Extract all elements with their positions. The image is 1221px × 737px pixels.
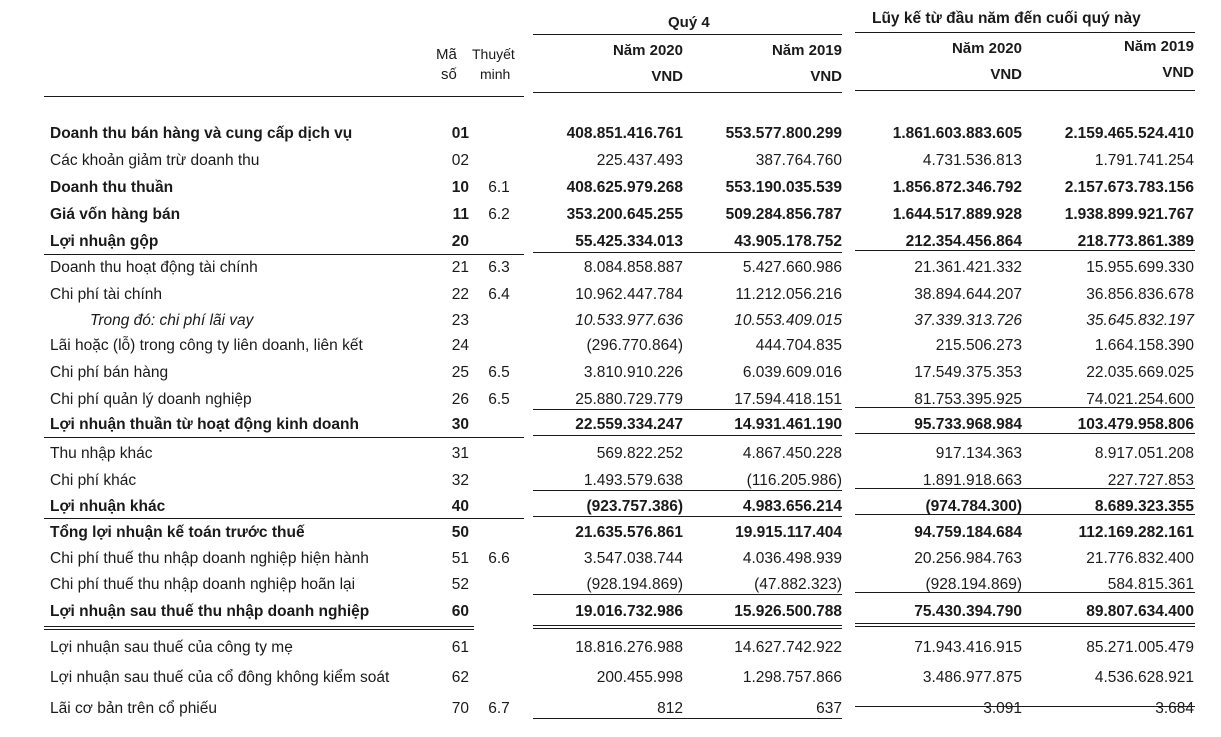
value-ytd-2020: (928.194.869) xyxy=(925,576,1022,593)
row-label: Chi phí quản lý doanh nghiệp xyxy=(50,391,252,408)
value-q4-2019: 444.704.835 xyxy=(755,337,842,354)
row-code: 25 xyxy=(451,364,469,381)
thuyet-minh-header-line2: minh xyxy=(480,66,511,82)
row-label: Giá vốn hàng bán xyxy=(50,206,181,223)
value-ytd-2020: 20.256.984.763 xyxy=(914,550,1022,567)
row-label: Lợi nhuận sau thuế của công ty mẹ xyxy=(50,639,293,656)
rule-before-net-profit-q4 xyxy=(533,594,842,595)
row-label: Chi phí thuế thu nhập doanh nghiệp hiện hành xyxy=(50,550,369,567)
row-note: 6.5 xyxy=(488,391,510,408)
value-ytd-2020: 37.339.313.726 xyxy=(914,312,1022,329)
value-ytd-2019: 85.271.005.479 xyxy=(1086,639,1194,656)
value-ytd-2019: 36.856.836.678 xyxy=(1086,286,1194,303)
value-ytd-2020: 81.753.395.925 xyxy=(914,391,1022,408)
row-code: 51 xyxy=(451,550,469,567)
header-bottom-rule-ytd xyxy=(855,90,1195,91)
rule-before-other-profit-ytd xyxy=(855,488,1195,489)
row-label: Lợi nhuận thuần từ hoạt động kinh doanh xyxy=(50,416,359,433)
table-row xyxy=(0,547,1221,571)
row-code: 20 xyxy=(451,233,469,250)
rule-after-other-profit-ytd xyxy=(855,514,1195,515)
value-ytd-2020: 1.891.918.663 xyxy=(922,472,1022,489)
value-q4-2020: 3.810.910.226 xyxy=(583,364,683,381)
table-row xyxy=(0,256,1221,280)
row-note: 6.4 xyxy=(488,286,510,303)
value-ytd-2020: 917.134.363 xyxy=(935,445,1022,462)
header-bottom-rule-left xyxy=(44,96,524,97)
thuyet-minh-header-line1: Thuyết xyxy=(472,46,515,62)
value-ytd-2019: 35.645.832.197 xyxy=(1086,312,1194,329)
rule-before-other-profit-q4 xyxy=(533,490,842,491)
table-row xyxy=(0,203,1221,227)
row-label: Thu nhập khác xyxy=(50,445,153,462)
row-label: Tổng lợi nhuận kế toán trước thuế xyxy=(50,524,305,541)
value-ytd-2020: 3.486.977.875 xyxy=(922,669,1022,686)
value-q4-2020: 569.822.252 xyxy=(596,445,683,462)
row-code: 02 xyxy=(451,152,469,169)
rule-after-operating-profit-ytd xyxy=(855,433,1195,434)
value-ytd-2019: 22.035.669.025 xyxy=(1086,364,1194,381)
row-code: 50 xyxy=(451,524,469,541)
quarter-group-header: Quý 4 xyxy=(668,14,710,31)
value-q4-2019: 43.905.178.752 xyxy=(734,233,842,250)
row-label: Chi phí khác xyxy=(50,472,137,489)
value-q4-2020: 55.425.334.013 xyxy=(575,233,683,250)
value-ytd-2019: 8.689.323.355 xyxy=(1094,498,1194,515)
value-ytd-2019: 15.955.699.330 xyxy=(1086,259,1194,276)
row-code: 10 xyxy=(451,179,469,196)
row-label: Lợi nhuận gộp xyxy=(50,233,159,250)
double-rule-net-profit-q4-b xyxy=(533,628,842,629)
row-code: 21 xyxy=(451,259,469,276)
row-label: Doanh thu bán hàng và cung cấp dịch vụ xyxy=(50,125,353,142)
value-q4-2019: 509.284.856.787 xyxy=(725,206,842,223)
row-note: 6.2 xyxy=(488,206,510,223)
value-q4-2019: 17.594.418.151 xyxy=(734,391,842,408)
row-label: Lợi nhuận sau thuế thu nhập doanh nghiệp xyxy=(50,603,370,620)
table-row xyxy=(0,309,1221,333)
col-ytd-2020-year: Năm 2020 xyxy=(951,40,1022,57)
value-ytd-2019: 2.159.465.524.410 xyxy=(1064,125,1194,142)
value-ytd-2020: 95.733.968.984 xyxy=(914,416,1022,433)
value-ytd-2019: 74.021.254.600 xyxy=(1086,391,1194,408)
value-q4-2020: 408.851.416.761 xyxy=(566,125,683,142)
rule-after-gross-profit-q4 xyxy=(533,252,842,253)
row-label: Doanh thu hoạt động tài chính xyxy=(50,259,258,276)
row-note: 6.5 xyxy=(488,364,510,381)
table-row xyxy=(0,600,1221,624)
bottom-rule-ytd xyxy=(855,706,1195,707)
row-code: 60 xyxy=(451,603,469,620)
rule-before-operating-profit-q4 xyxy=(533,409,842,410)
table-row xyxy=(0,666,1221,690)
value-ytd-2019: 21.776.832.400 xyxy=(1086,550,1194,567)
row-code: 70 xyxy=(451,700,469,717)
col-q4-2019-year: Năm 2019 xyxy=(771,42,842,59)
double-rule-net-profit-ytd-b xyxy=(855,626,1195,627)
rule-after-other-profit xyxy=(44,518,524,519)
value-ytd-2020: 94.759.184.684 xyxy=(914,524,1022,541)
value-ytd-2020: 1.644.517.889.928 xyxy=(892,206,1022,223)
col-ytd-2019-unit: VND xyxy=(1162,64,1194,81)
table-row xyxy=(0,361,1221,385)
value-ytd-2020: 75.430.394.790 xyxy=(914,603,1022,620)
header-bottom-rule-q4 xyxy=(533,92,842,93)
row-label: Chi phí tài chính xyxy=(50,286,163,303)
double-rule-net-profit-a xyxy=(44,626,474,627)
value-q4-2019: 1.298.757.866 xyxy=(742,669,842,686)
value-q4-2019: 553.190.035.539 xyxy=(725,179,842,196)
double-rule-net-profit-ytd-a xyxy=(855,623,1195,624)
col-q4-2020-year: Năm 2020 xyxy=(612,42,683,59)
row-label: Lợi nhuận khác xyxy=(50,498,166,515)
col-q4-2019-unit: VND xyxy=(810,68,842,85)
row-code: 22 xyxy=(451,286,469,303)
value-q4-2020: 1.493.579.638 xyxy=(583,472,683,489)
value-ytd-2020: 3.091 xyxy=(983,700,1022,717)
value-q4-2020: 225.437.493 xyxy=(596,152,683,169)
rule-after-operating-profit xyxy=(44,437,524,438)
row-label: Chi phí thuế thu nhập doanh nghiệp hoãn lại xyxy=(50,576,356,593)
table-row xyxy=(0,521,1221,545)
row-label: Lãi hoặc (lỗ) trong công ty liên doanh, liên kết xyxy=(50,337,363,354)
value-q4-2019: 6.039.609.016 xyxy=(742,364,842,381)
row-code: 32 xyxy=(451,472,469,489)
row-code: 61 xyxy=(451,639,469,656)
col-q4-2020-unit: VND xyxy=(651,68,683,85)
row-label: Lãi cơ bản trên cổ phiếu xyxy=(50,700,217,717)
value-ytd-2019: 1.791.741.254 xyxy=(1094,152,1194,169)
value-q4-2020: (928.194.869) xyxy=(586,576,683,593)
value-ytd-2019: 4.536.628.921 xyxy=(1094,669,1194,686)
value-q4-2020: 8.084.858.887 xyxy=(583,259,683,276)
value-q4-2020: 812 xyxy=(657,700,683,717)
value-ytd-2020: 71.943.416.915 xyxy=(914,639,1022,656)
value-q4-2019: 637 xyxy=(816,700,842,717)
value-q4-2019: 553.577.800.299 xyxy=(725,125,842,142)
bottom-rule-q4 xyxy=(533,718,842,719)
value-q4-2020: (923.757.386) xyxy=(586,498,683,515)
table-row xyxy=(0,176,1221,200)
rule-after-other-profit-q4 xyxy=(533,516,842,517)
table-row xyxy=(0,283,1221,307)
quarter-group-rule xyxy=(533,34,842,35)
value-ytd-2020: 21.361.421.332 xyxy=(914,259,1022,276)
value-ytd-2020: 215.506.273 xyxy=(935,337,1022,354)
value-ytd-2020: (974.784.300) xyxy=(925,498,1022,515)
col-ytd-2020-unit: VND xyxy=(990,66,1022,83)
row-code: 30 xyxy=(451,416,469,433)
value-ytd-2020: 1.856.872.346.792 xyxy=(892,179,1022,196)
row-code: 11 xyxy=(452,206,469,223)
value-q4-2019: 14.627.742.922 xyxy=(734,639,842,656)
double-rule-net-profit-q4-a xyxy=(533,625,842,626)
ma-so-header-line2: số xyxy=(441,66,457,83)
value-q4-2020: 3.547.038.744 xyxy=(583,550,683,567)
value-q4-2019: 4.983.656.214 xyxy=(742,498,842,515)
row-label: Chi phí bán hàng xyxy=(50,364,169,381)
value-ytd-2019: 1.938.899.921.767 xyxy=(1064,206,1194,223)
value-ytd-2019: 218.773.861.389 xyxy=(1077,233,1194,250)
value-q4-2020: (296.770.864) xyxy=(586,337,683,354)
value-q4-2020: 200.455.998 xyxy=(596,669,683,686)
value-q4-2019: 10.553.409.015 xyxy=(734,312,842,329)
value-q4-2020: 25.880.729.779 xyxy=(575,391,683,408)
value-q4-2020: 18.816.276.988 xyxy=(575,639,683,656)
value-q4-2019: 387.764.760 xyxy=(755,152,842,169)
value-ytd-2020: 4.731.536.813 xyxy=(922,152,1022,169)
rule-after-operating-profit-q4 xyxy=(533,435,842,436)
value-q4-2020: 22.559.334.247 xyxy=(575,416,683,433)
table-row xyxy=(0,122,1221,146)
row-label: Trong đó: chi phí lãi vay xyxy=(90,312,254,329)
row-code: 01 xyxy=(451,125,469,142)
value-ytd-2019: 112.169.282.161 xyxy=(1078,524,1194,541)
value-q4-2019: (47.882.323) xyxy=(754,576,842,593)
row-note: 6.7 xyxy=(488,700,510,717)
value-ytd-2020: 38.894.644.207 xyxy=(914,286,1022,303)
value-q4-2019: 15.926.500.788 xyxy=(734,603,842,620)
table-row xyxy=(0,442,1221,466)
table-row xyxy=(0,334,1221,358)
value-ytd-2019: 103.479.958.806 xyxy=(1077,416,1194,433)
row-note: 6.6 xyxy=(488,550,510,567)
row-note: 6.3 xyxy=(488,259,510,276)
rule-after-gross-profit xyxy=(44,254,524,255)
row-code: 62 xyxy=(451,669,469,686)
value-ytd-2019: 8.917.051.208 xyxy=(1094,445,1194,462)
table-row xyxy=(0,636,1221,660)
value-q4-2020: 21.635.576.861 xyxy=(575,524,683,541)
value-ytd-2019: 1.664.158.390 xyxy=(1094,337,1194,354)
ytd-group-rule xyxy=(855,32,1195,33)
ytd-group-header: Lũy kế từ đầu năm đến cuối quý này xyxy=(872,10,1141,27)
value-q4-2020: 353.200.645.255 xyxy=(566,206,683,223)
value-q4-2019: 19.915.117.404 xyxy=(735,524,842,541)
row-label: Các khoản giảm trừ doanh thu xyxy=(50,152,260,169)
value-ytd-2019: 2.157.673.783.156 xyxy=(1064,179,1194,196)
value-q4-2019: 4.867.450.228 xyxy=(742,445,842,462)
row-code: 24 xyxy=(451,337,469,354)
value-ytd-2019: 3.684 xyxy=(1155,700,1194,717)
value-q4-2020: 10.533.977.636 xyxy=(575,312,683,329)
value-q4-2019: 14.931.461.190 xyxy=(734,416,842,433)
rule-before-operating-profit-ytd xyxy=(855,407,1195,408)
row-label: Doanh thu thuần xyxy=(50,179,174,196)
double-rule-net-profit-b xyxy=(44,629,474,630)
row-code: 31 xyxy=(451,445,469,462)
value-ytd-2020: 1.861.603.883.605 xyxy=(892,125,1022,142)
rule-before-net-profit-ytd xyxy=(855,592,1195,593)
value-q4-2020: 19.016.732.986 xyxy=(575,603,683,620)
ma-so-header-line1: Mã xyxy=(436,46,457,63)
table-row xyxy=(0,149,1221,173)
value-ytd-2020: 17.549.375.353 xyxy=(914,364,1022,381)
value-q4-2019: (116.205.986) xyxy=(746,472,842,489)
row-code: 26 xyxy=(451,391,469,408)
value-ytd-2019: 89.807.634.400 xyxy=(1086,603,1194,620)
rule-after-gross-profit-ytd xyxy=(855,250,1195,251)
row-label: Lợi nhuận sau thuế của cổ đông không kiểm soát xyxy=(50,669,390,686)
row-note: 6.1 xyxy=(488,179,510,196)
value-q4-2019: 5.427.660.986 xyxy=(742,259,842,276)
value-q4-2019: 11.212.056.216 xyxy=(735,286,842,303)
value-q4-2019: 4.036.498.939 xyxy=(742,550,842,567)
row-code: 23 xyxy=(451,312,469,329)
col-ytd-2019-year: Năm 2019 xyxy=(1123,38,1194,55)
value-q4-2020: 10.962.447.784 xyxy=(575,286,683,303)
value-q4-2020: 408.625.979.268 xyxy=(566,179,683,196)
row-code: 52 xyxy=(451,576,469,593)
value-ytd-2019: 227.727.853 xyxy=(1107,472,1194,489)
value-ytd-2020: 212.354.456.864 xyxy=(905,233,1022,250)
row-code: 40 xyxy=(451,498,469,515)
value-ytd-2019: 584.815.361 xyxy=(1107,576,1194,593)
